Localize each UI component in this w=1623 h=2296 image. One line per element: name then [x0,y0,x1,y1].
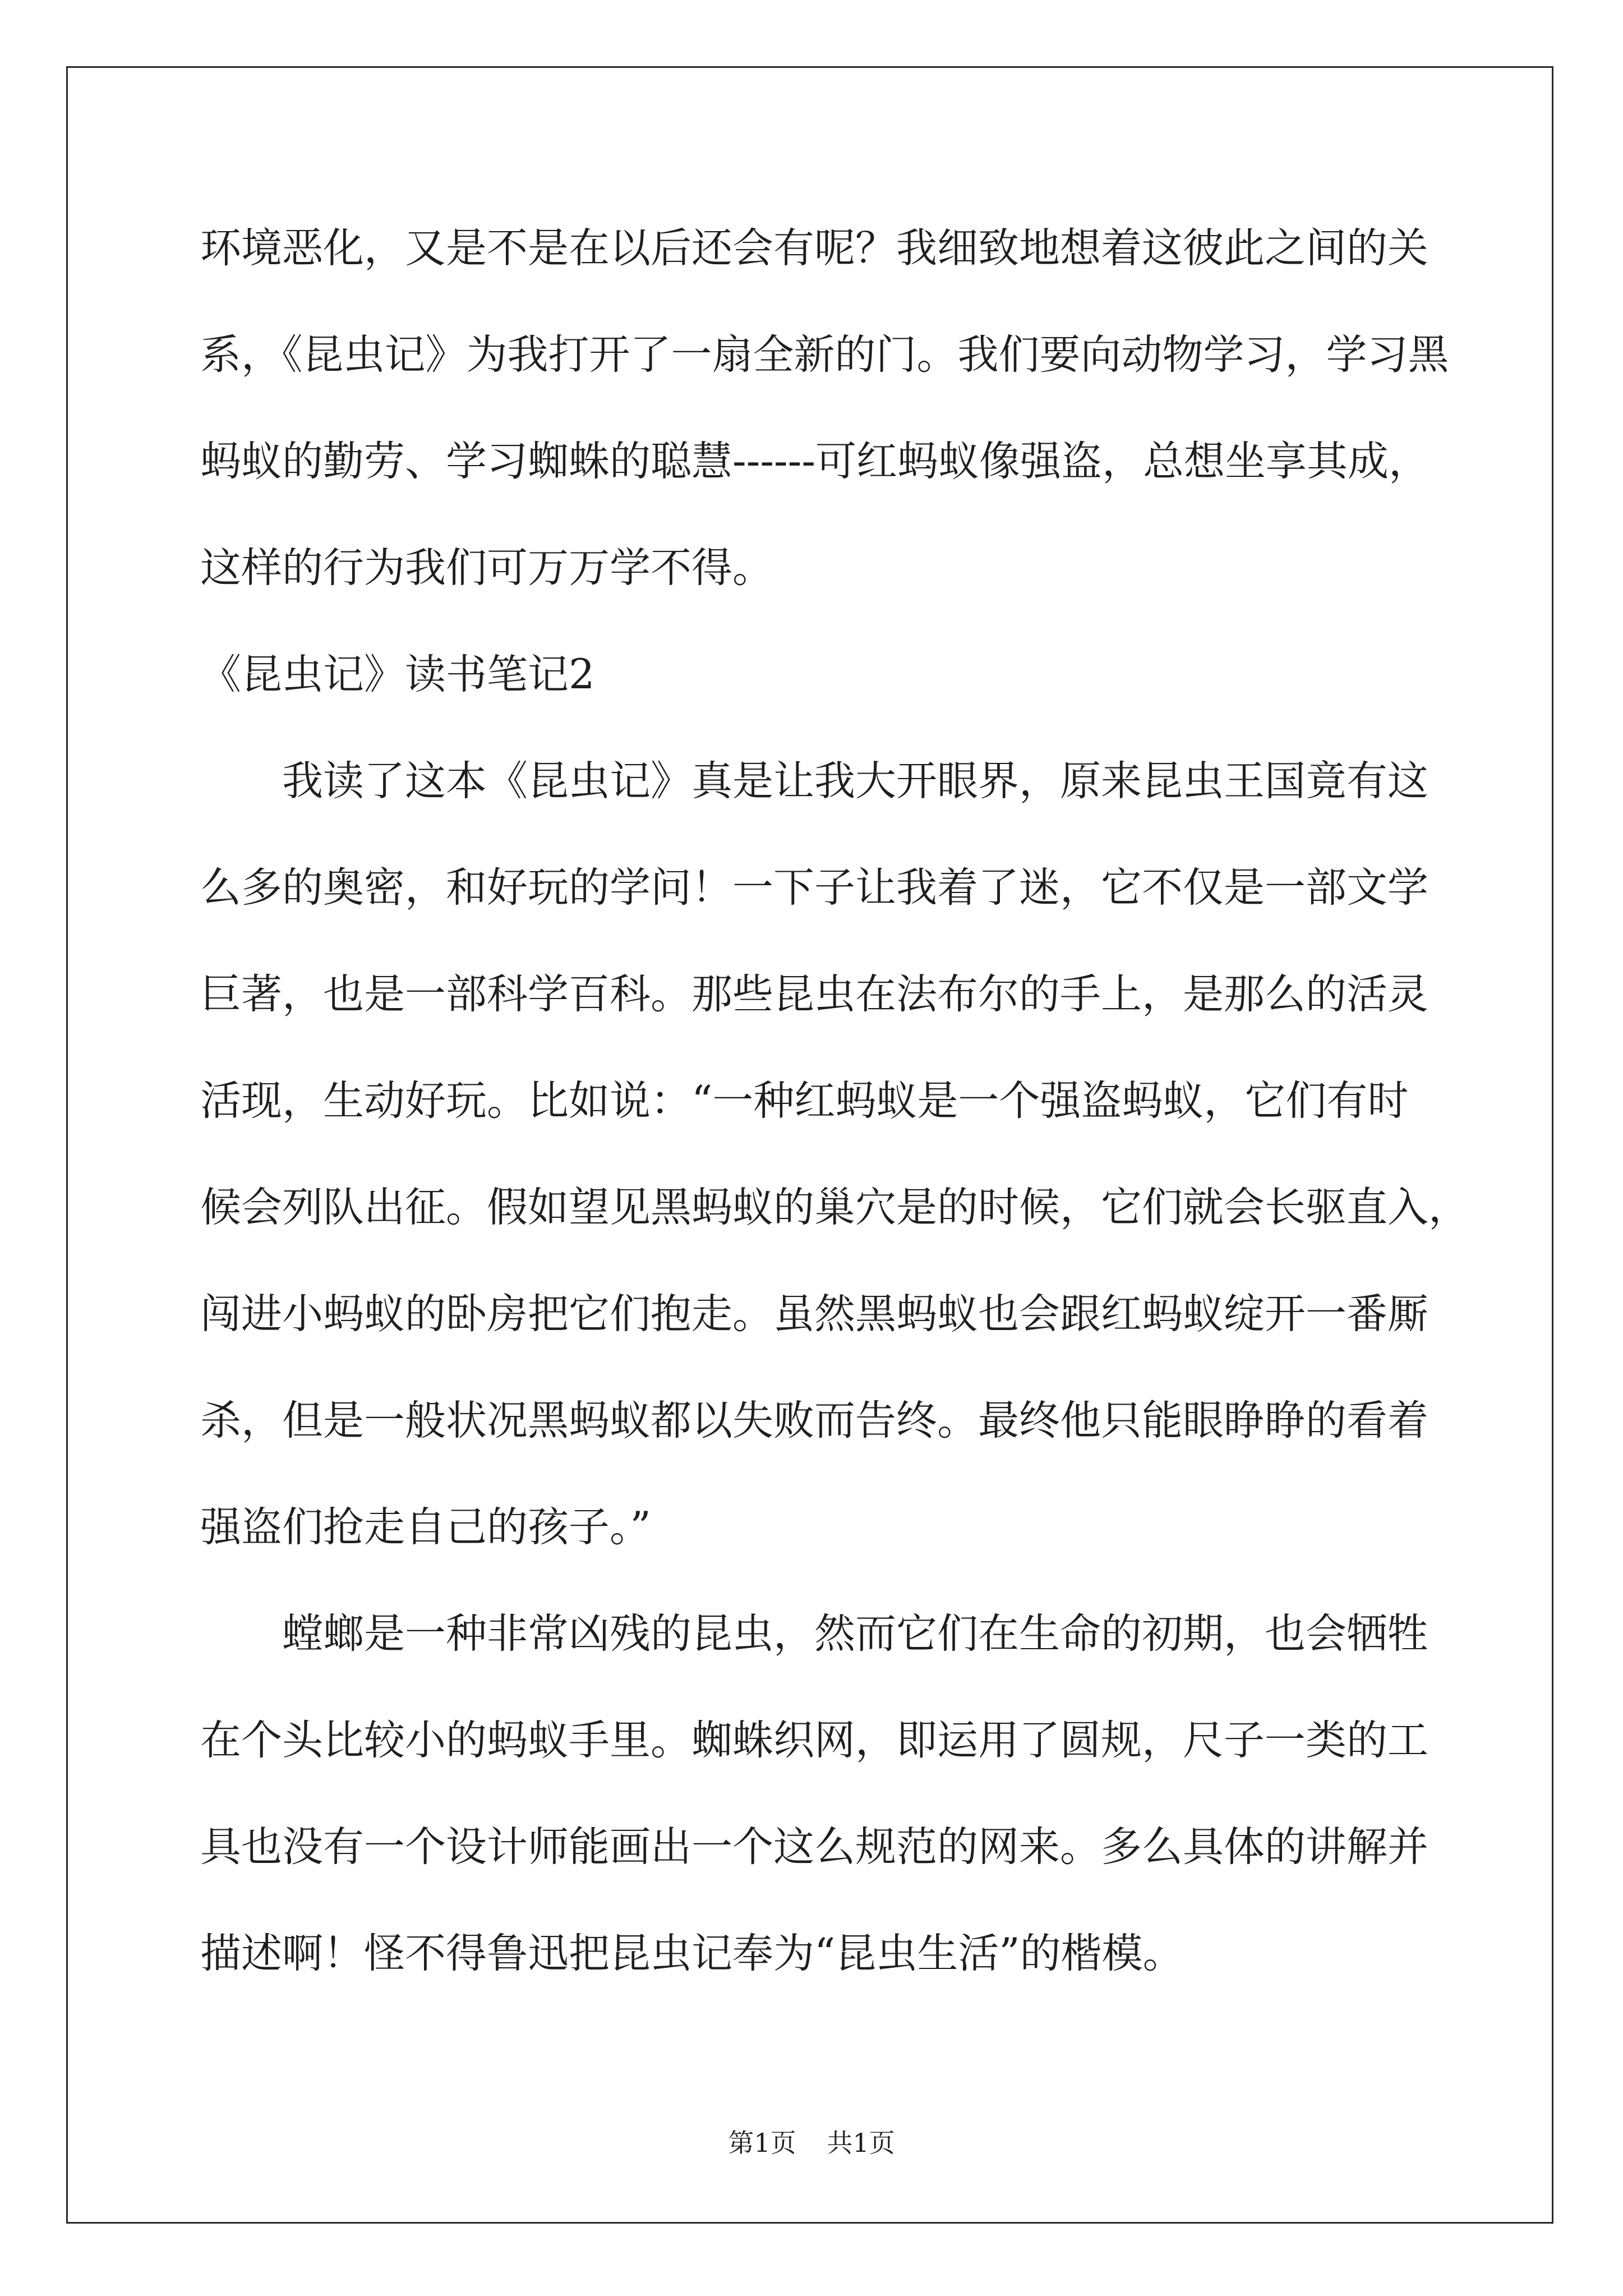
page-current: 第1页 [728,2128,796,2158]
section-heading: 《昆虫记》读书笔记2 [200,651,595,698]
page-total: 共1页 [827,2128,895,2158]
text-line: 这样的行为我们可万万学不得。 [200,544,773,592]
text-line: 在个头比较小的蚂蚁手里。蜘蛛织网，即运用了圆规，尺子一类的工 [200,1717,1428,1764]
text-line: 候会列队出征。假如望见黑蚂蚁的巢穴是的时候，它们就会长驱直入， [200,1184,1469,1231]
text-line: 闯进小蚂蚁的卧房把它们抱走。虽然黑蚂蚁也会跟红蚂蚁绽开一番厮 [200,1290,1428,1338]
text-line: 蚂蚁的勤劳、学习蜘蛛的聪慧------可红蚂蚁像强盗，总想坐享其成， [200,438,1430,485]
text-line: 具也没有一个设计师能画出一个这么规范的网来。多么具体的讲解并 [200,1823,1428,1871]
text-line: 环境恶化，又是不是在以后还会有呢？我细致地想着这彼此之间的关 [200,224,1428,272]
text-line: 螳螂是一种非常凶残的昆虫，然而它们在生命的初期，也会牺牲 [282,1610,1428,1658]
page-number [0,2126,1623,2160]
paragraph-3 [200,1581,1535,2007]
text-line: 强盗们抢走自己的孩子。” [200,1503,651,1551]
text-line: 系，《昆虫记》为我打开了一扇全新的门。我们要向动物学习，学习黑 [200,331,1449,379]
text-line: 我读了这本《昆虫记》真是让我大开眼界，原来昆虫王国竟有这 [282,757,1428,805]
paragraph-2 [200,728,1535,1581]
text-line: 活现，生动好玩。比如说：“一种红蚂蚁是一个强盗蚂蚁，它们有时 [200,1077,1409,1125]
document-body [200,195,1535,2007]
text-line: 杀，但是一般状况黑蚂蚁都以失败而告终。最终他只能眼睁睁的看着 [200,1397,1428,1444]
text-line: 么多的奥密，和好玩的学问！一下子让我着了迷，它不仅是一部文学 [200,864,1428,912]
text-line: 描述啊！怪不得鲁迅把昆虫记奉为“昆虫生活”的楷模。 [200,1930,1184,1977]
paragraph-1 [200,195,1535,622]
text-line: 巨著，也是一部科学百科。那些昆虫在法布尔的手上，是那么的活灵 [200,970,1428,1018]
